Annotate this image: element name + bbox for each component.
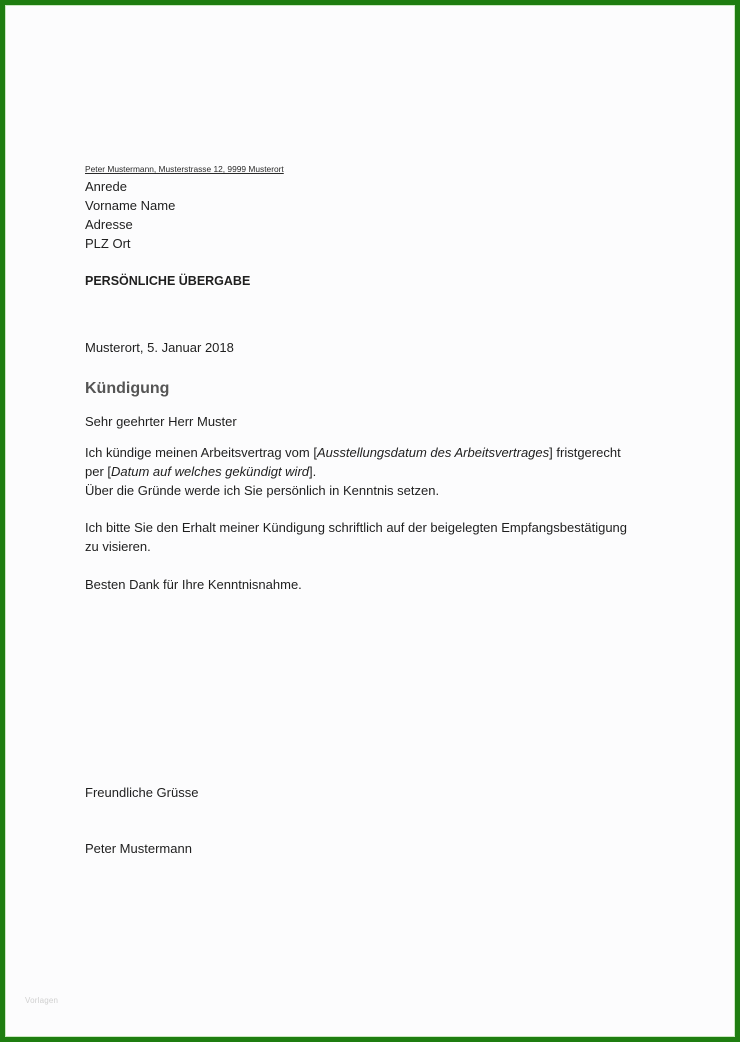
signature-name: Peter Mustermann xyxy=(85,841,192,856)
recipient-address: Adresse xyxy=(85,217,133,232)
document-page xyxy=(5,5,735,1037)
placeholder-contract-date: Ausstellungsdatum des Arbeitsvertrages xyxy=(316,445,550,460)
closing: Freundliche Grüsse xyxy=(85,785,199,800)
delivery-note: PERSÖNLICHE ÜBERGABE xyxy=(85,274,251,288)
text-segment: Ich kündige meinen Arbeitsvertrag vom [ xyxy=(85,445,317,460)
paragraph-2-line-2: zu visieren. xyxy=(85,539,151,554)
place-date: Musterort, 5. Januar 2018 xyxy=(85,340,234,355)
recipient-name: Vorname Name xyxy=(85,198,176,213)
greeting: Sehr geehrter Herr Muster xyxy=(85,414,237,429)
text-segment: per [ xyxy=(85,464,112,479)
recipient-salutation: Anrede xyxy=(85,179,127,194)
sender-return-address: Peter Mustermann, Musterstrasse 12, 9999 Musterort xyxy=(85,164,284,174)
watermark: Vorlagen xyxy=(25,996,59,1005)
text-segment: ] fristgerecht xyxy=(549,445,621,460)
recipient-zip-city: PLZ Ort xyxy=(85,236,131,251)
paragraph-1-line-2 xyxy=(85,462,316,481)
paragraph-1-line-3: Über die Gründe werde ich Sie persönlich in Kenntnis setzen. xyxy=(85,483,440,498)
paragraph-2-line-1: Ich bitte Sie den Erhalt meiner Kündigung schriftlich auf der beigelegten Empfangsbestätigung xyxy=(85,520,628,535)
placeholder-termination-date: Datum auf welches gekündigt wird xyxy=(111,464,310,479)
subject-heading: Kündigung xyxy=(85,380,170,397)
text-segment: ]. xyxy=(309,464,317,479)
paragraph-3: Besten Dank für Ihre Kenntnisnahme. xyxy=(85,577,302,592)
paragraph-1-line-1 xyxy=(85,443,621,462)
